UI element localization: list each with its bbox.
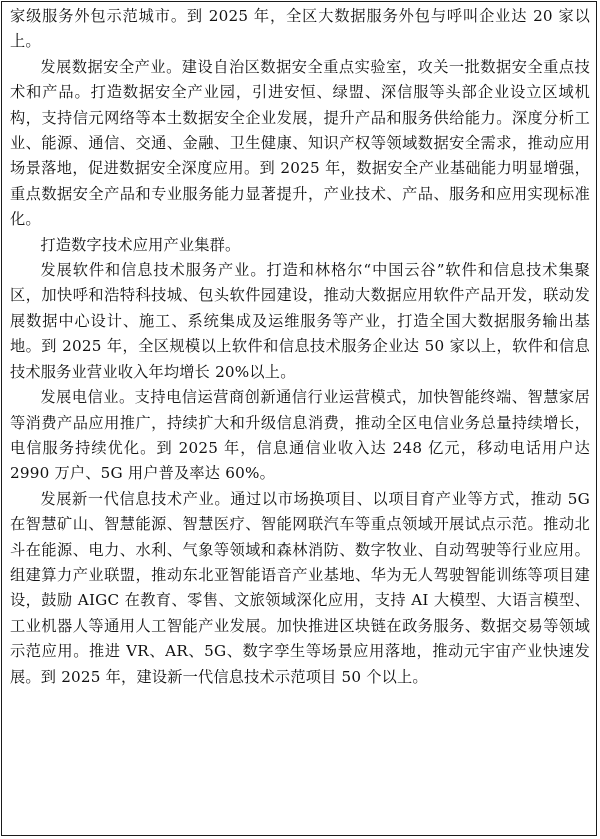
document-body	[2, 2, 596, 690]
document-frame	[1, 1, 597, 836]
paragraph-1: 家级服务外包示范城市。到 2025 年，全区大数据服务外包与呼叫企业达 20 家以上。	[10, 7, 590, 51]
paragraph-6: 发展新一代信息技术产业。通过以市场换项目、以项目育产业等方式，推动 5G 在智慧矿山、智慧能源、智慧医疗、智能网联汽车等重点领域开展试点示范。推动北斗在能源、电力、水利、气象等领域和森林消防、数字牧业、自动驾驶等行业应用。组建算力产业联盟，推动东北亚智能语音产业基地、华为无人驾驶智能训练等项目建设，鼓励 AIGC 在教育、零售、文旅领域深化应用，支持 AI 大模型、大语言模型、工业机器人等通用人工智能产业发展。加快推进区块链在政务服务、数据交易等领域示范应用。推进 VR、AR、5G、数字孪生等场景应用落地，推动元宇宙产业快速发展。到 2025 年，建设新一代信息技术示范项目 50 个以上。	[10, 489, 590, 686]
paragraph-4: 发展软件和信息技术服务产业。打造和林格尔“中国云谷”软件和信息技术集聚区，加快呼和浩特科技城、包头软件园建设，推动大数据应用软件产品开发，联动发展数据中心设计、施工、系统集成及运维服务等产业，打造全国大数据服务输出基地。到 2025 年，全区规模以上软件和信息技术服务企业达 50 家以上，软件和信息技术服务业营业收入年均增长 20%以上。	[10, 261, 590, 381]
paragraph-5: 发展电信业。支持电信运营商创新通信行业运营模式，加快智能终端、智慧家居等消费产品应用推广，持续扩大和升级信息消费，推动全区电信业务总量持续增长，电信服务持续优化。到 2025 年，信息通信业收入达 248 亿元，移动电话用户达 2990 万户、5G 用户普及率达 60%。	[10, 388, 590, 483]
section-heading: 打造数字技术应用产业集群。	[40, 235, 241, 254]
paragraph-2: 发展数据安全产业。建设自治区数据安全重点实验室，攻关一批数据安全重点技术和产品。打造数据安全产业园，引进安恒、绿盟、深信服等头部企业设立区域机构，支持信元网络等本土数据安全企业发展，提升产品和服务供给能力。深度分析工业、能源、通信、交通、金融、卫生健康、知识产权等领域数据安全需求，推动应用场景落地，促进数据安全深度应用。到 2025 年，数据安全产业基础能力明显增强，重点数据安全产品和专业服务能力显著提升，产业技术、产品、服务和应用实现标准化。	[10, 57, 590, 229]
